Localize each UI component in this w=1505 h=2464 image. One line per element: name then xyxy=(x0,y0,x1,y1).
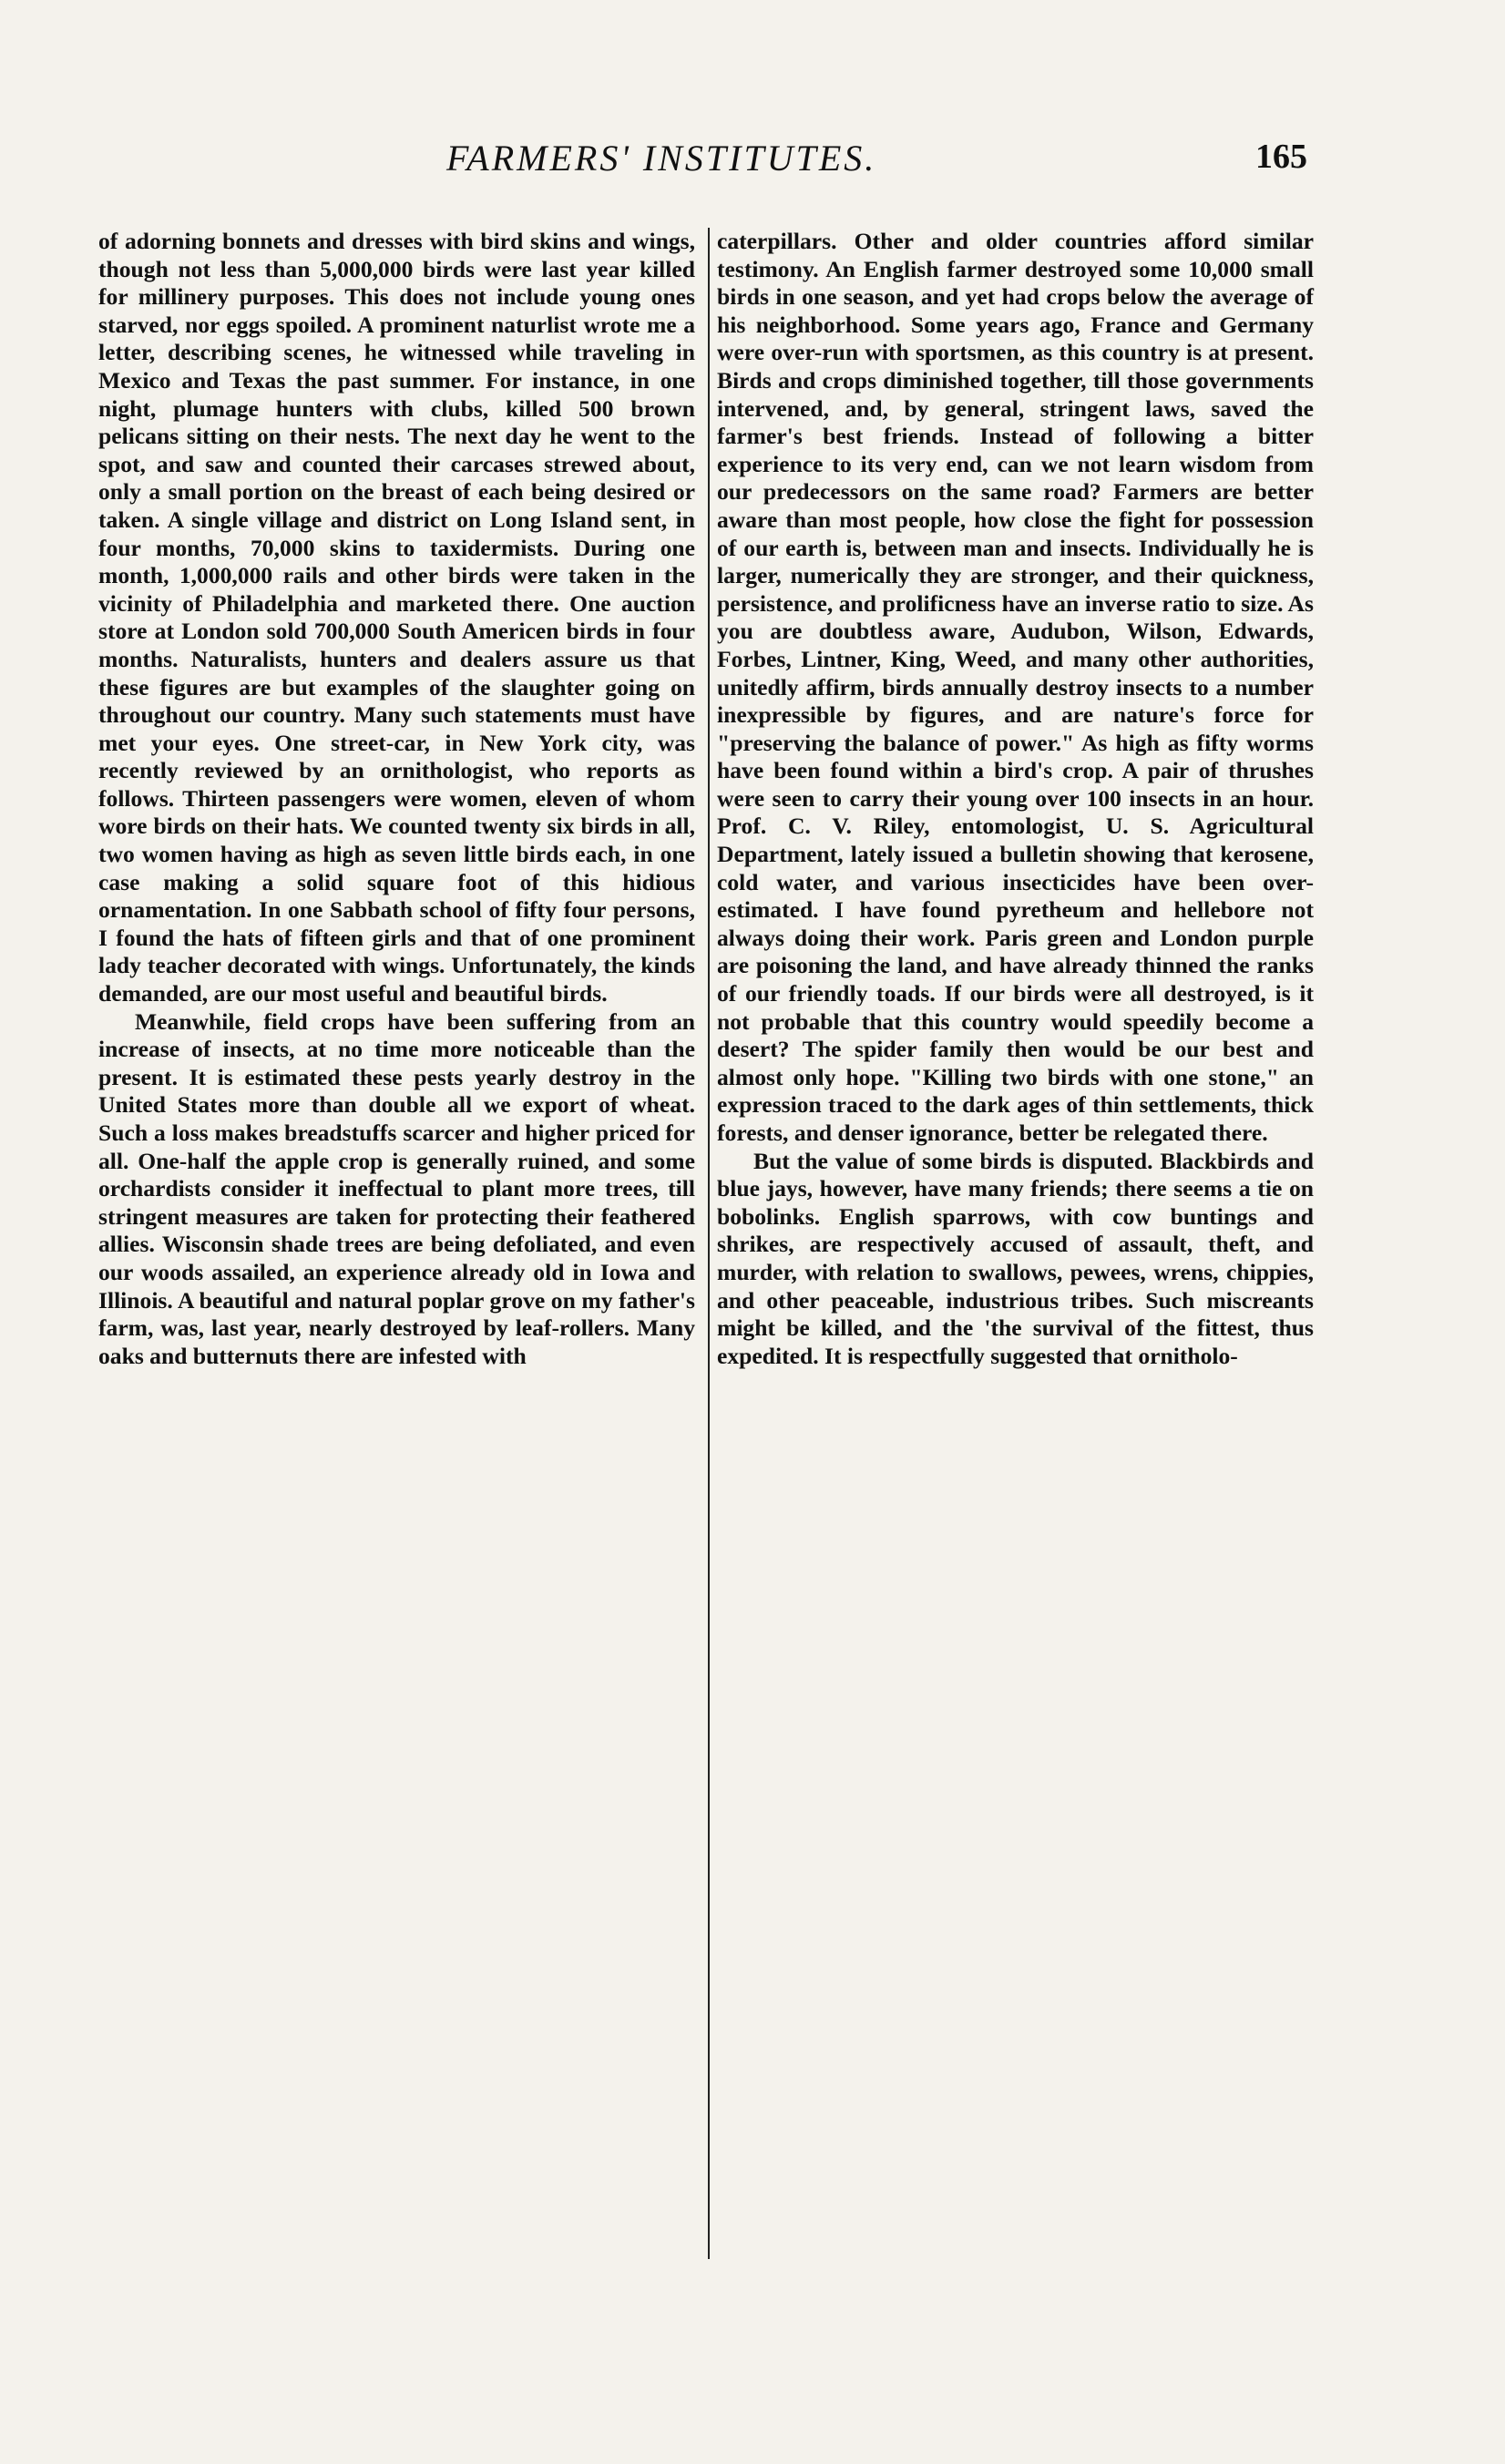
right-paragraph-2: But the value of some birds is disputed. Blackbirds and blue jays, however, have many friends; there seems a tie on bobolinks. English sparrows, with cow buntings and shrikes, are respectively accused of assault, theft, and murder, with relation to swallows, pewees, wrens, chippies, and other peaceable, industrious tribes. Such miscreants might be killed, and the 'the survival of the fittest, thus expedited. It is respectfully suggested that ornitholo- xyxy=(717,1147,1314,1369)
right-paragraph-1: caterpillars. Other and older countries afford similar testimony. An English farmer destroyed some 10,000 small birds in one season, and yet had crops below the average of his neighborhood. Some years ago, France and Germany were over-run with sportsmen, as this country is at present. Birds and crops diminished together, till those governments intervened, and, by general, stringent laws, saved the farmer's best friends. Instead of following a bitter experience to its very end, can we not learn wisdom from our predecessors on the same road? Farmers are better aware than most people, how close the fight for possession of our earth is, between man and insects. Individually he is larger, numerically they are stronger, and their quickness, persistence, and prolificness have an inverse ratio to size. As you are doubtless aware, Audubon, Wilson, Edwards, Forbes, Lintner, King, Weed, and many other authorities, unitedly affirm, birds annually destroy insects to a number inexpressible by figures, and are nature's force for "preserving the balance of power." As high as fifty worms have been found within a bird's crop. A pair of thrushes were seen to carry their young over 100 insects in an hour. Prof. C. V. Riley, entomologist, U. S. Agricultural Department, lately issued a bulletin showing that kerosene, cold water, and various insecticides have been over-estimated. I have found pyretheum and hellebore not always doing their work. Paris green and London purple are poisoning the land, and have already thinned the ranks of our friendly toads. If our birds were all destroyed, is it not probable that this country would speedily become a desert? The spider family then would be our best and almost only hope. "Killing two birds with one stone," an expression traced to the dark ages of thin settlements, thick forests, and denser ignorance, better be relegated there. xyxy=(717,228,1314,1146)
left-column xyxy=(98,228,695,1370)
left-paragraph-1: of adorning bonnets and dresses with bird skins and wings, though not less than 5,000,000 birds were last year killed for millinery purposes. This does not include young ones starved, nor eggs spoiled. A prominent naturlist wrote me a letter, describing scenes, he witnessed while traveling in Mexico and Texas the past summer. For instance, in one night, plumage hunters with clubs, killed 500 brown pelicans sitting on their nests. The next day he went to the spot, and saw and counted their carcases strewed about, only a small portion on the breast of each being desired or taken. A single village and district on Long Island sent, in four months, 70,000 skins to taxidermists. During one month, 1,000,000 rails and other birds were taken in the vicinity of Philadelphia and marketed there. One auction store at London sold 700,000 South Americen birds in four months. Naturalists, hunters and dealers assure us that these figures are but examples of the slaughter going on throughout our country. Many such statements must have met your eyes. One street-car, in New York city, was recently reviewed by an ornithologist, who reports as follows. Thirteen passengers were women, eleven of whom wore birds on their hats. We counted twenty six birds in all, two women having as high as seven little birds each, in one case making a solid square foot of this hidious ornamentation. In one Sabbath school of fifty four persons, I found the hats of fifteen girls and that of one prominent lady teacher decorated with wings. Unfortunately, the kinds demanded, are our most useful and beautiful birds. xyxy=(98,228,695,1007)
running-title: FARMERS' INSTITUTES. xyxy=(446,138,877,179)
page-number: 165 xyxy=(1255,138,1307,176)
right-column xyxy=(717,228,1314,1370)
running-head xyxy=(0,137,1505,191)
column-rule xyxy=(708,228,710,2259)
left-paragraph-2: Meanwhile, field crops have been suffering from an increase of insects, at no time more noticeable than the present. It is estimated these pests yearly destroy in the United States more than double all we export of wheat. Such a loss makes breadstuffs scarcer and higher priced for all. One-half the apple crop is generally ruined, and some orchardists consider it ineffectual to plant more trees, till stringent measures are taken for protecting their feathered allies. Wisconsin shade trees are being defoliated, and even our woods assailed, an experience already old in Iowa and Illinois. A beautiful and natural poplar grove on my father's farm, was, last year, nearly destroyed by leaf-rollers. Many oaks and butternuts there are infested with xyxy=(98,1007,695,1369)
